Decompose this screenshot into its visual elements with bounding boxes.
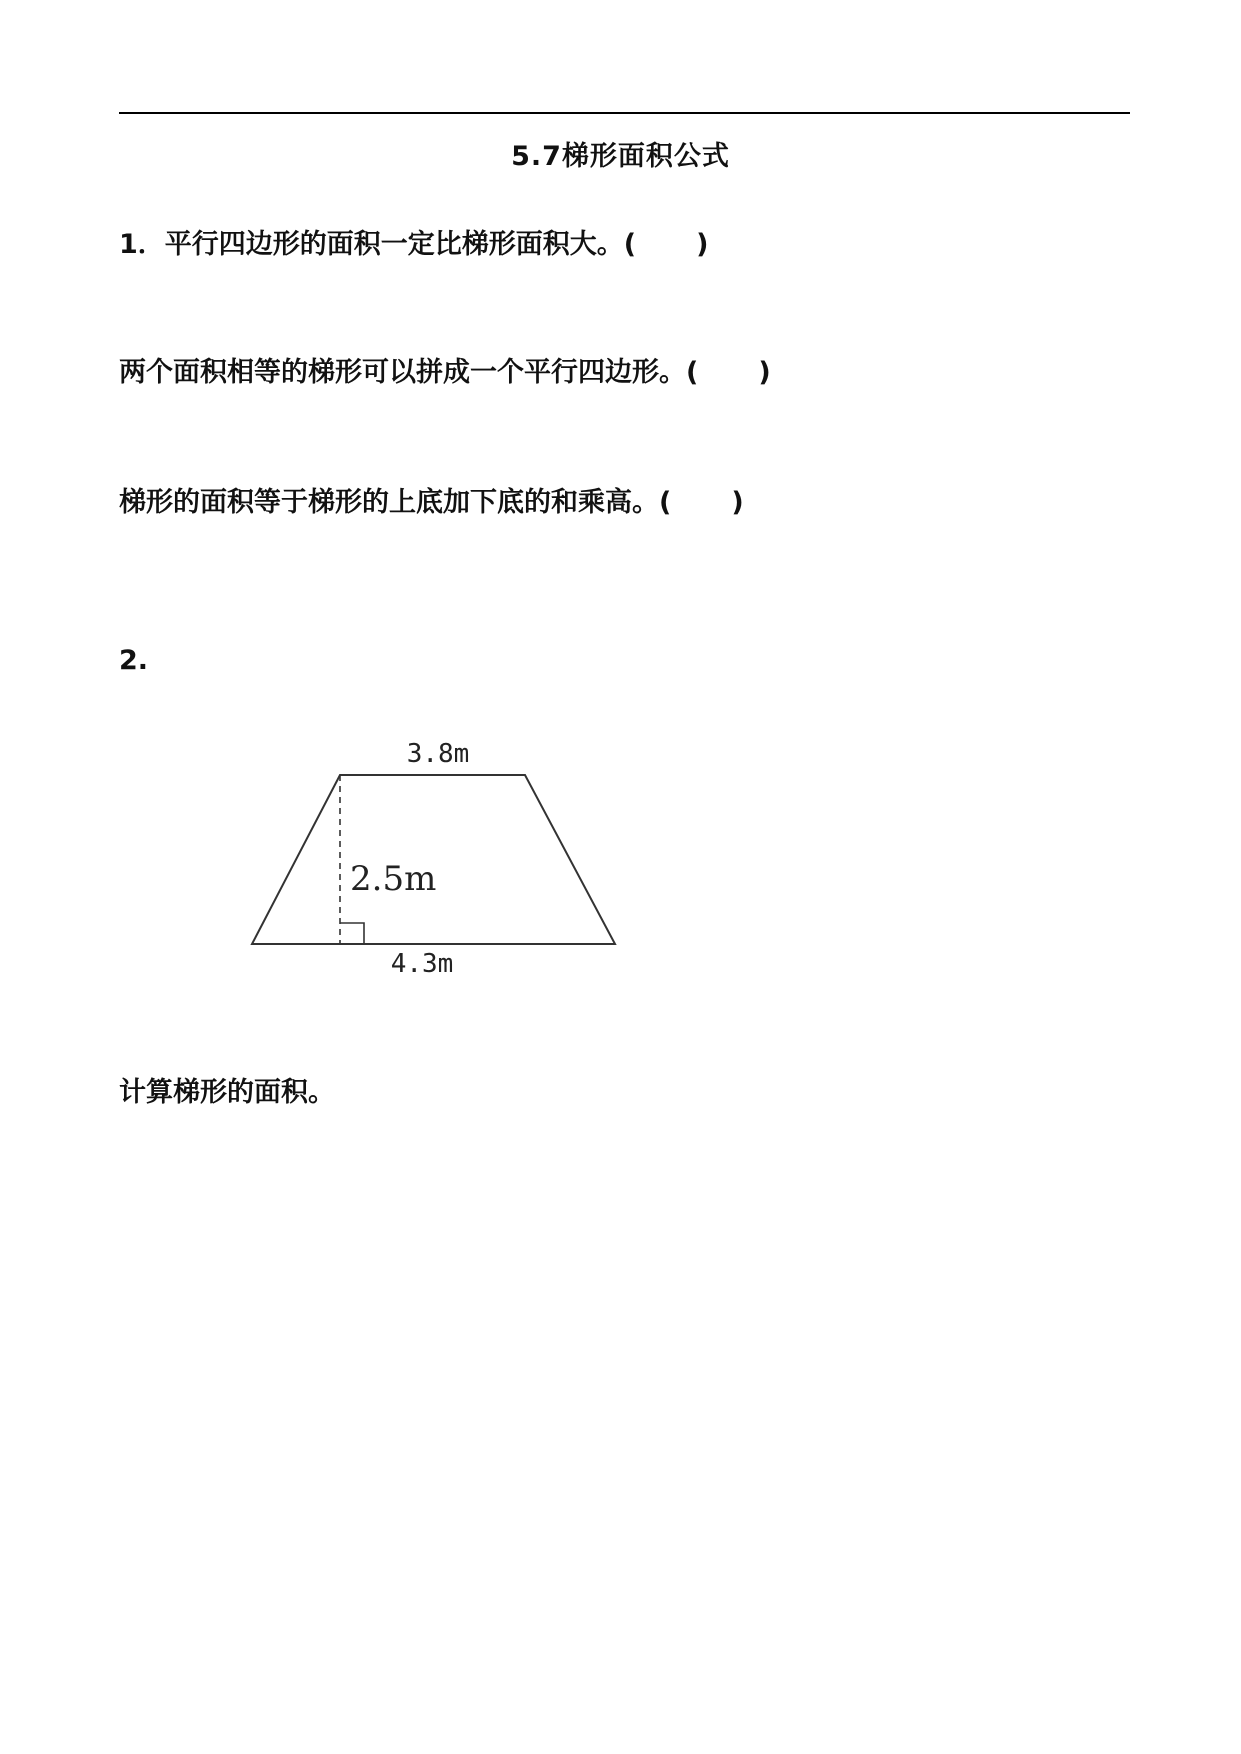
q1-statement-3 <box>119 480 744 519</box>
top-base-label: 3.8m <box>406 739 470 769</box>
height-label: 2.5m <box>350 859 437 899</box>
statement-text: 两个面积相等的梯形可以拼成一个平行四边形。( <box>119 357 699 388</box>
bottom-base-label: 4.3m <box>390 949 454 979</box>
q1-statement-2 <box>119 350 771 389</box>
q2-number: 2. <box>119 645 149 676</box>
trapezoid-figure <box>240 730 630 980</box>
close-paren: ) <box>731 487 744 518</box>
close-paren: ) <box>758 357 771 388</box>
statement-text: 1．平行四边形的面积一定比梯形面积大。( <box>119 229 637 260</box>
page-title: 5.7梯形面积公式 <box>511 141 730 172</box>
close-paren: ) <box>696 229 709 260</box>
q1-statement-1 <box>119 222 708 261</box>
q2-instruction: 计算梯形的面积。 <box>119 1077 335 1108</box>
header-rule <box>119 112 1130 114</box>
right-angle-mark <box>340 923 364 944</box>
statement-text: 梯形的面积等于梯形的上底加下底的和乘高。( <box>119 487 672 518</box>
